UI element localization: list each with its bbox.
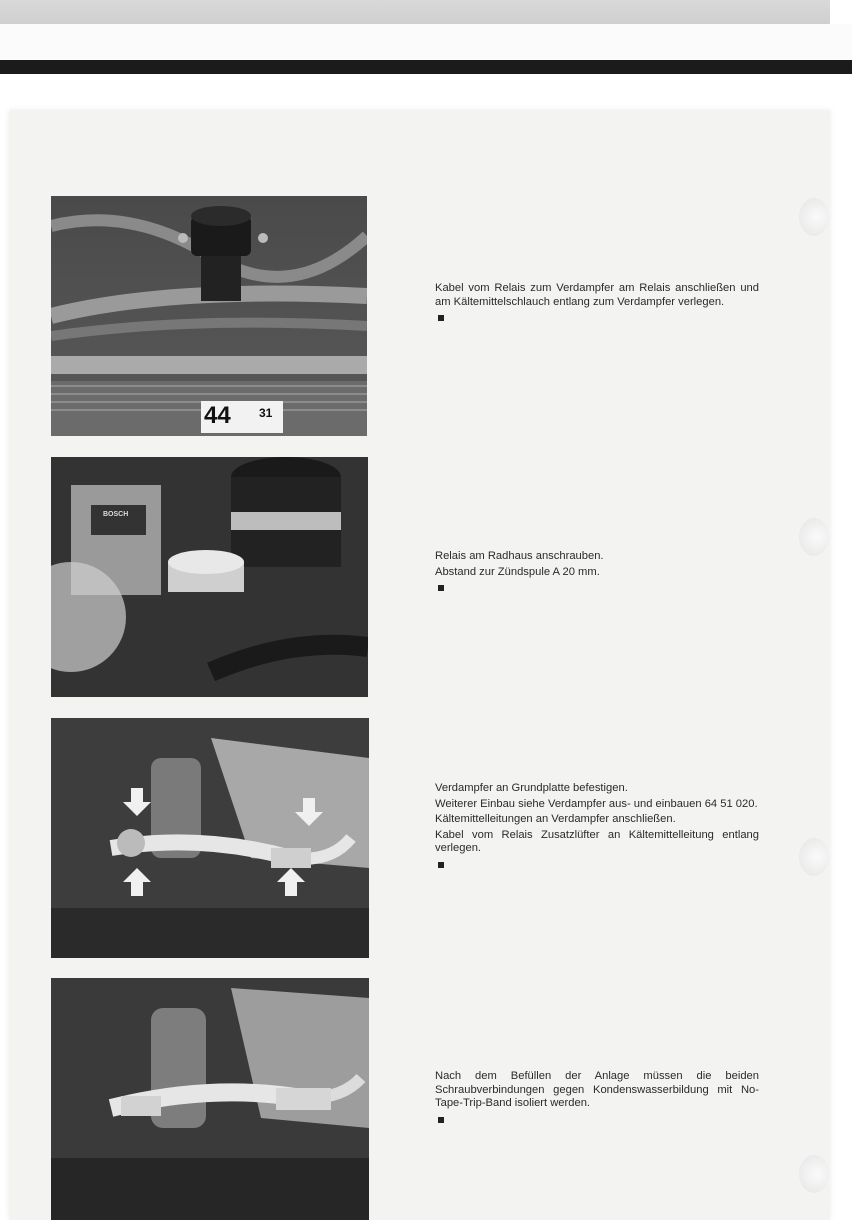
step-3-photo [51,718,369,958]
punch-hole-3 [799,838,829,876]
end-marker [438,585,444,591]
step-3-line-3: Kältemittelleitungen an Verdampfer anschließen. [435,813,676,826]
photo-label-number: 44 [204,402,231,429]
punch-hole-1 [799,198,829,236]
step-1-text [435,282,759,321]
previous-page-edge [0,0,830,24]
manual-page [9,110,830,1220]
step-4-photo [51,978,369,1220]
step-3-text [435,782,759,868]
relay-brand-label: BOSCH [103,511,129,518]
punch-hole-4 [799,1155,829,1193]
step-3-line-2: Weiterer Einbau siehe Verdampfer aus- und einbauen 64 51 020. [435,797,758,810]
step-1-photo [51,196,367,436]
step-3-line-1: Verdampfer an Grundplatte befestigen. [435,782,628,794]
step-1-line-1: Kabel vom Relais zum Verdampfer am Relais anschließen und am Kältemittelschlauch entlang zum Verdampfer verlegen. [435,282,759,308]
step-2-line-2: Abstand zur Zündspule A 20 mm. [435,565,600,578]
page-divider [0,60,852,74]
step-2-line-1: Relais am Radhaus anschrauben. [435,550,604,562]
end-marker [438,315,444,321]
photo-label-subnumber: 31 [259,406,273,420]
punch-hole-2 [799,518,829,556]
step-4-line-1: Nach dem Befüllen der Anlage müssen die beiden Schraubverbindungen gegen Kondenswasserbildung mit No-Tape-Trip-Band isoliert werden. [435,1070,759,1110]
step-3-line-4: Kabel vom Relais Zusatzlüfter an Kältemittelleitung entlang verlegen. [435,828,759,855]
step-2-text [435,550,759,591]
end-marker [438,1117,444,1123]
step-4-text [435,1070,759,1123]
step-2-photo [51,457,368,697]
page-gap [0,24,852,60]
end-marker [438,862,444,868]
